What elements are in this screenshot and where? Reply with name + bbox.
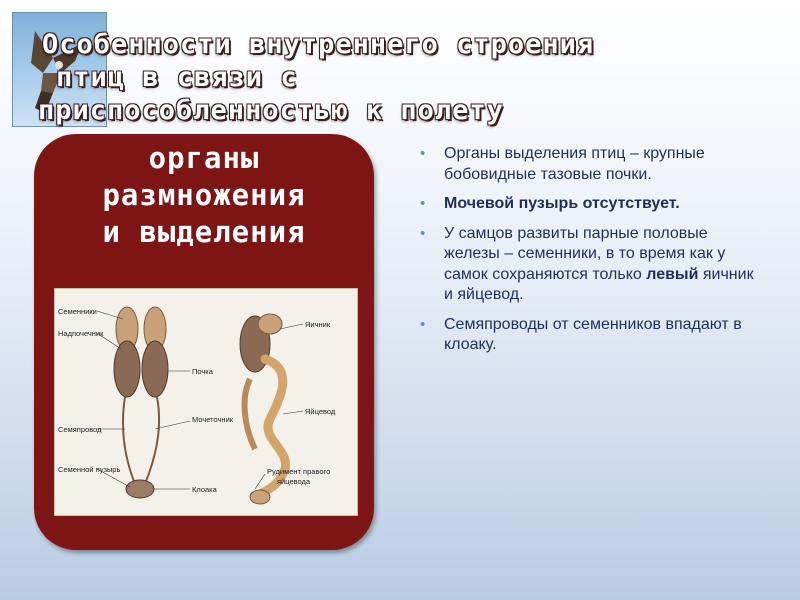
fact-bold-text: Мочевой пузырь отсутствует.	[444, 195, 680, 212]
label-ureter: Мочеточник	[192, 415, 234, 424]
panel-heading-line-2: размножения	[102, 178, 306, 212]
title-line-2: птиц в связи с	[56, 62, 298, 93]
label-adrenal: Надпочечник	[58, 329, 104, 338]
panel-heading	[34, 140, 374, 251]
label-rudiment-line-2: яйцевода	[277, 477, 311, 486]
fact-item	[420, 315, 760, 356]
label-seminal-vesicle: Семенной пузырь	[58, 465, 121, 474]
fact-text-after: яичник и яйцевод.	[444, 265, 754, 303]
fact-text: Семяпроводы от семенников впадают в клоаку.	[444, 315, 742, 353]
title-line-1: Особенности внутреннего строения	[42, 29, 595, 60]
fact-item	[420, 194, 760, 215]
panel-heading-line-1: органы	[148, 141, 260, 175]
fact-text-before: У самцов развиты парные половые железы – семенники, в то время как у самок сохраняются только	[444, 224, 726, 283]
label-vas-deferens: Семяпровод	[58, 425, 102, 434]
label-kidney: Почка	[192, 367, 213, 376]
facts-list	[420, 144, 760, 365]
fact-item	[420, 224, 760, 306]
panel-heading-line-3: и выделения	[102, 215, 306, 249]
fact-bold-word: левый	[646, 265, 699, 283]
organ-diagram	[54, 288, 358, 516]
label-testes: Семенники	[58, 307, 97, 316]
organ-panel	[34, 134, 374, 550]
fact-text: Органы выделения птиц – крупные бобовидные тазовые почки.	[444, 145, 705, 183]
label-oviduct: Яйцевод	[305, 407, 336, 416]
label-cloaca: Клоака	[192, 485, 217, 494]
label-rudiment-line-1: Рудимент правого	[267, 467, 331, 476]
male-system-drawing	[114, 307, 168, 498]
fact-item	[420, 144, 760, 185]
title-line-3: приспособленностью к полету	[38, 95, 504, 126]
slide-title	[38, 28, 792, 127]
label-ovary: Яичник	[305, 320, 331, 329]
